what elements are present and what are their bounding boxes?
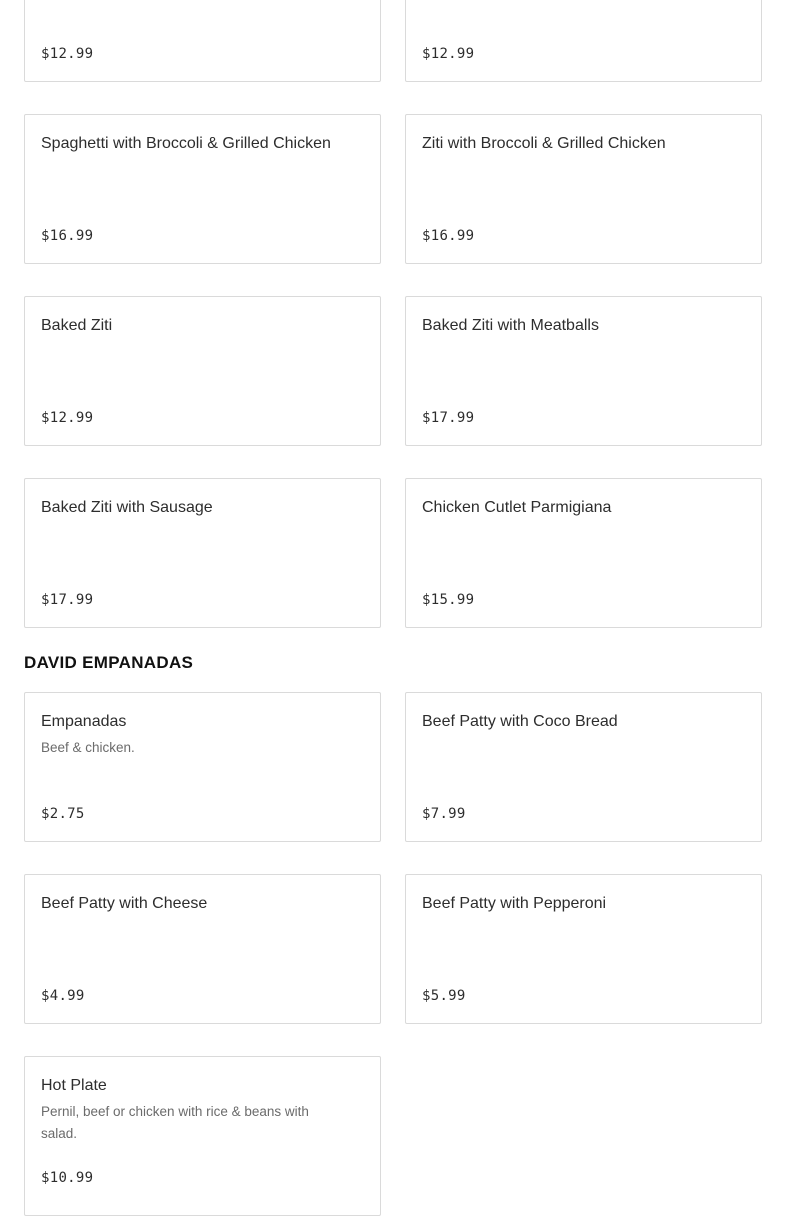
menu-item-card[interactable] bbox=[24, 296, 381, 446]
menu-item-price: $4.99 bbox=[41, 988, 85, 1004]
section-title: DAVID EMPANADAS bbox=[24, 653, 194, 672]
menu-item-price: $16.99 bbox=[422, 228, 475, 244]
menu-item-price: $17.99 bbox=[422, 410, 475, 426]
menu-item-price: $12.99 bbox=[41, 46, 94, 62]
menu-item-card[interactable] bbox=[405, 0, 762, 82]
menu-item-price: $7.99 bbox=[422, 806, 466, 822]
menu-item-card[interactable] bbox=[24, 874, 381, 1024]
menu-item-name: Chicken Cutlet Parmigiana bbox=[422, 499, 612, 516]
menu-item-description: Pernil, beef or chicken with rice & beans with salad. bbox=[41, 1104, 309, 1141]
menu-item-description: Beef & chicken. bbox=[41, 740, 135, 755]
menu-item-name: Empanadas bbox=[41, 713, 127, 730]
menu-item-name: Baked Ziti bbox=[41, 317, 113, 334]
menu-item-name: Ziti with Broccoli & Grilled Chicken bbox=[422, 135, 666, 152]
menu-item-card[interactable] bbox=[24, 114, 381, 264]
menu-item-price: $17.99 bbox=[41, 592, 94, 608]
menu-item-name: Baked Ziti with Sausage bbox=[41, 499, 213, 516]
menu-item-card[interactable] bbox=[24, 1056, 381, 1216]
menu-item-price: $15.99 bbox=[422, 592, 475, 608]
menu-item-card[interactable] bbox=[24, 0, 381, 82]
menu-item-price: $12.99 bbox=[41, 410, 94, 426]
menu-item-name: Hot Plate bbox=[41, 1077, 107, 1094]
menu-item-name: Baked Ziti with Meatballs bbox=[422, 317, 599, 334]
menu-item-card[interactable] bbox=[405, 874, 762, 1024]
menu-item-name: Beef Patty with Pepperoni bbox=[422, 895, 607, 912]
menu-item-price: $10.99 bbox=[41, 1170, 94, 1186]
menu-item-card[interactable] bbox=[405, 692, 762, 842]
menu-item-price: $2.75 bbox=[41, 806, 85, 822]
menu-item-price: $5.99 bbox=[422, 988, 466, 1004]
menu-item-card[interactable] bbox=[24, 478, 381, 628]
menu-item-card[interactable] bbox=[405, 296, 762, 446]
menu-item-price: $16.99 bbox=[41, 228, 94, 244]
menu-item-name: Spaghetti with Broccoli & Grilled Chicken bbox=[41, 135, 331, 152]
menu-item-card[interactable] bbox=[24, 692, 381, 842]
menu-item-name: Beef Patty with Cheese bbox=[41, 895, 208, 912]
menu-item-card[interactable] bbox=[405, 114, 762, 264]
menu-item-name: Beef Patty with Coco Bread bbox=[422, 713, 618, 730]
menu-item-price: $12.99 bbox=[422, 46, 475, 62]
menu-item-card[interactable] bbox=[405, 478, 762, 628]
